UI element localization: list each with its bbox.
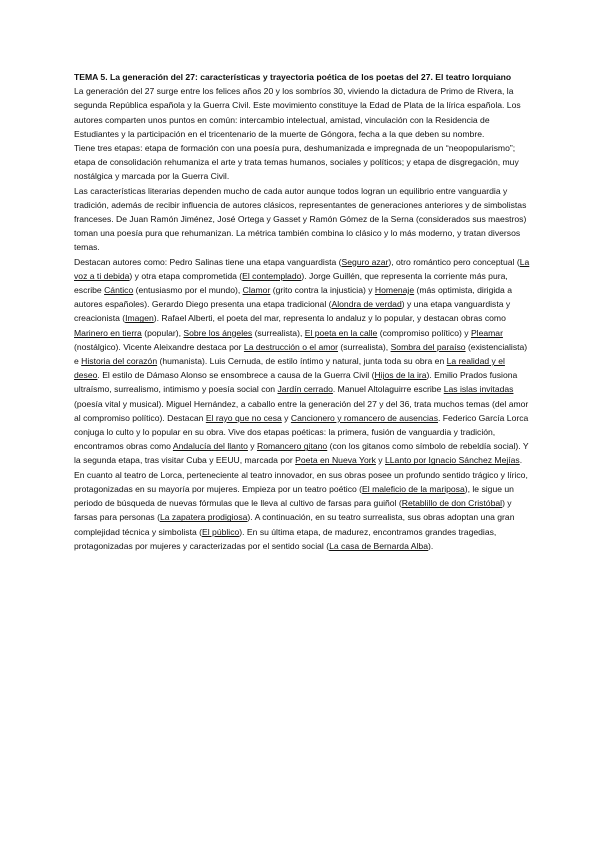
work-title: La casa de Bernarda Alba: [329, 540, 428, 551]
text-run: ) y una etapa vanguardista y creacionista (: [74, 299, 511, 324]
text-run: . Manuel Altolaguirre escribe: [332, 384, 444, 395]
work-title: Jardín cerrado: [277, 384, 333, 395]
text-run: (poesía vital y musical). Miguel Hernández, a caballo entre la generación del 27 y del 36, trata muchos temas (del amor al compromiso político). Destacan: [74, 398, 529, 423]
text-run: (con los gitanos como símbolo de rebeldía social). Y la segunda etapa, tras visitar Cuba y EEUU, marcada por: [74, 441, 529, 466]
text-run: ). Jorge Guillén, que representa la corriente más pura, escribe: [74, 270, 508, 296]
text-run: ). A continuación, en su teatro surrealista, sus obras adoptan una gran complejidad técnica y simbolista (: [74, 512, 515, 537]
work-title: Marinero en tierra: [74, 327, 142, 338]
text-run: y: [375, 455, 385, 466]
text-run: ). Emilio Prados fusiona ultraísmo, surrealismo, intimismo y poesía social con: [74, 370, 518, 395]
work-title: El rayo que no cesa: [205, 412, 282, 423]
text-run: (existencialista) e: [74, 341, 528, 367]
text-run: La generación del 27 surge entre los felices años 20 y los sombríos 30, viviendo la dictadura de Primo de Rivera, la segunda República española y la Guerra Civil. Este movimiento constituye la Edad de Plata de la lírica española. Los autores comparten unos puntos en común: intercambio intelectual, amistad, vinculación con la Residencia de Estudiantes y la participación en el tricentenario de la muerte de Góngora, fecha a la que deben su nombre.: [74, 86, 521, 139]
text-run: Destacan autores como: Pedro Salinas tiene una etapa vanguardista (: [74, 256, 342, 267]
text-run: . El estilo de Dámaso Alonso se ensombrece a causa de la Guerra Civil (: [97, 370, 375, 381]
text-run: (popular),: [141, 327, 184, 338]
paragraph-1: [74, 84, 530, 141]
document-page: [74, 70, 530, 553]
text-run: ) y otra etapa comprometida (: [129, 270, 243, 281]
text-run: (entusiasmo por el mundo),: [133, 285, 243, 296]
text-run: (humanista). Luis Cernuda, de estilo íntimo y natural, junta toda su obra en: [157, 356, 447, 367]
work-title: LLanto por Ignacio Sánchez Mejías: [385, 455, 520, 466]
work-title: La voz a ti debida: [74, 256, 530, 281]
work-title: Pleamar: [470, 327, 503, 338]
text-run: (surrealista),: [338, 341, 391, 352]
text-run: y: [281, 412, 291, 423]
text-run: ).: [427, 540, 434, 551]
work-title: El poeta en la calle: [304, 327, 378, 338]
text-run: (más optimista, dirigida a autores españoles). Gerardo Diego presenta una etapa tradicional (: [74, 285, 513, 310]
work-title: La realidad y el deseo: [74, 356, 505, 381]
work-title: Las islas invitadas: [443, 384, 514, 395]
work-title: Poeta en Nueva York: [295, 455, 376, 466]
document-body: [74, 84, 530, 553]
work-title: Imagen: [125, 313, 154, 324]
work-title: Cántico: [104, 285, 134, 296]
work-title: El público: [202, 526, 240, 537]
paragraph-4: [74, 255, 530, 468]
text-run: ) y farsas para personas (: [74, 498, 512, 523]
text-run: En cuanto al teatro de Lorca, perteneciente al teatro innovador, en sus obras posee un profundo sentido trágico y lírico, protagonizadas en su mayoría por mujeres. Empieza por un teatro poético (: [74, 469, 528, 494]
text-run: ), le sigue un periodo de búsqueda de nuevas fórmulas que le lleva al cultivo de farsas para guiñol (: [74, 483, 514, 509]
text-run: (surrealista),: [252, 327, 305, 338]
work-title: Sobre los ángeles: [183, 327, 253, 338]
document-title: TEMA 5. La generación del 27: características y trayectoria poética de los poetas del 27. El teatro lorquiano: [74, 72, 512, 82]
text-run: .: [519, 455, 523, 466]
work-title: Historia del corazón: [81, 356, 158, 367]
work-title: El maleficio de la mariposa: [362, 483, 465, 494]
work-title: La destrucción o el amor: [243, 341, 339, 352]
work-title: Cancionero y romancero de ausencias: [290, 412, 439, 423]
work-title: Retablillo de don Cristóbal: [401, 498, 503, 509]
paragraph-3: [74, 184, 530, 255]
text-run: ). En su última etapa, de madurez, encontramos grandes tragedias, protagonizadas por mujeres y caracterizadas por el sentido social (: [74, 526, 497, 551]
text-run: ), otro romántico pero conceptual (: [388, 256, 520, 267]
text-run: ). Rafael Alberti, el poeta del mar, representa lo andaluz y lo popular, y destacan obras como: [153, 313, 506, 324]
work-title: El contemplado: [242, 270, 302, 281]
work-title: Alondra de verdad: [331, 299, 402, 310]
paragraph-5: [74, 468, 530, 553]
text-run: Tiene tres etapas: etapa de formación con una poesía pura, deshumanizada e impregnada de un “neopopularismo”; etapa de consolidación rehumaniza el arte y trata temas humanos, sociales y políticos; y etapa de disgregación, muy nostálgica y marcada por la Guerra Civil.: [74, 143, 519, 182]
text-run: (compromiso político) y: [377, 327, 471, 338]
work-title: Seguro azar: [341, 256, 389, 267]
text-run: (nostálgico). Vicente Aleixandre destaca por: [74, 341, 244, 352]
text-run: . Federico García Lorca conjuga lo culto y lo popular en su obra. Vive dos etapas poéticas: la primera, fusión de vanguardia y tradición, encontramos obras como: [74, 412, 529, 452]
work-title: Hijos de la ira: [374, 370, 427, 381]
text-run: (grito contra la injusticia) y: [270, 285, 375, 296]
text-run: y: [247, 441, 257, 452]
work-title: La zapatera prodigiosa: [159, 512, 248, 523]
paragraph-2: [74, 141, 530, 184]
work-title: Clamor: [242, 285, 271, 296]
work-title: Sombra del paraíso: [390, 341, 466, 352]
work-title: Romancero gitano: [256, 441, 328, 452]
text-run: Las características literarias dependen mucho de cada autor aunque todos logran un equilibrio entre vanguardia y tradición, además de recibir influencia de autores clásicos, representantes de generaciones anteriores y de simbolistas franceses. De Juan Ramón Jiménez, José Ortega y Gasset y Ramón Gómez de la Serna (considerados sus maestros) toman una poesía pura que rehumanizan. La métrica también combina lo clásico y lo más moderno, y tratan diversos temas.: [74, 185, 527, 253]
work-title: Homenaje: [374, 285, 415, 296]
work-title: Andalucía del llanto: [172, 441, 248, 452]
